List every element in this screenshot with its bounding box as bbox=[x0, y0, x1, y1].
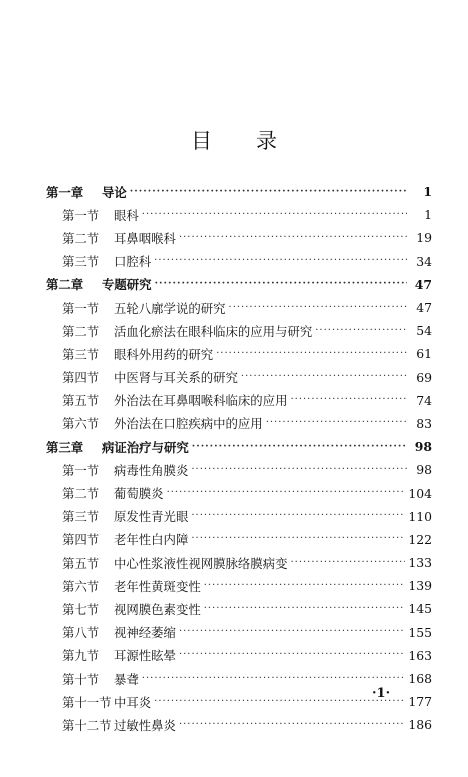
dot-leader bbox=[191, 465, 407, 475]
dot-leader bbox=[229, 303, 407, 313]
entry-page-number: 145 bbox=[408, 601, 432, 617]
entry-title: 中心性浆液性视网膜脉络膜病变 bbox=[114, 555, 288, 571]
title-char-1: 目 bbox=[191, 129, 212, 153]
entry-page-number: 163 bbox=[408, 647, 432, 663]
entry-page-number: 74 bbox=[416, 392, 432, 408]
toc-section-entry bbox=[46, 481, 432, 504]
entry-page-number: 19 bbox=[416, 230, 432, 246]
toc-section-entry bbox=[46, 342, 432, 365]
entry-page-number: 69 bbox=[416, 369, 432, 385]
page-title bbox=[0, 125, 468, 155]
dot-leader bbox=[241, 372, 407, 382]
entry-title: 过敏性鼻炎 bbox=[114, 717, 176, 733]
entry-title: 病证治疗与研究 bbox=[102, 439, 189, 455]
toc-section-entry bbox=[46, 226, 432, 249]
entry-number: 第一节 bbox=[62, 462, 100, 478]
toc-section-entry bbox=[46, 458, 432, 481]
page-number: ·1· bbox=[372, 686, 391, 701]
dot-leader bbox=[179, 720, 405, 730]
entry-title: 五轮八廓学说的研究 bbox=[114, 300, 226, 316]
entry-number: 第五节 bbox=[62, 555, 100, 571]
toc-section-entry bbox=[46, 389, 432, 412]
dot-leader bbox=[191, 534, 405, 544]
dot-leader bbox=[179, 233, 407, 243]
entry-number: 第四节 bbox=[62, 532, 100, 548]
entry-page-number: 47 bbox=[414, 276, 432, 292]
toc-section-entry bbox=[46, 250, 432, 273]
entry-number: 第九节 bbox=[62, 648, 100, 664]
entry-page-number: 155 bbox=[408, 624, 432, 640]
toc-section-entry bbox=[46, 621, 432, 644]
entry-title: 耳鼻咽喉科 bbox=[114, 230, 176, 246]
dot-leader bbox=[204, 604, 406, 614]
entry-title: 导论 bbox=[102, 184, 127, 200]
entry-title: 外治法在耳鼻咽喉科临床的应用 bbox=[114, 393, 288, 409]
entry-page-number: 61 bbox=[416, 346, 432, 362]
entry-number: 第十节 bbox=[62, 671, 100, 687]
entry-number: 第三节 bbox=[62, 346, 100, 362]
entry-number: 第六节 bbox=[62, 578, 100, 594]
entry-page-number: 83 bbox=[416, 415, 432, 431]
entry-title: 眼科 bbox=[114, 207, 139, 223]
entry-number: 第一章 bbox=[46, 184, 84, 200]
dot-leader bbox=[130, 187, 407, 197]
entry-title: 活血化瘀法在眼科临床的应用与研究 bbox=[114, 323, 313, 339]
dot-leader bbox=[290, 395, 407, 405]
entry-title: 视网膜色素变性 bbox=[114, 601, 201, 617]
toc-section-entry bbox=[46, 296, 432, 319]
dot-leader bbox=[192, 442, 407, 452]
toc-section-entry bbox=[46, 528, 432, 551]
dot-leader bbox=[216, 349, 407, 359]
dot-leader bbox=[266, 418, 407, 428]
toc-section-entry bbox=[46, 505, 432, 528]
dot-leader bbox=[142, 674, 406, 684]
entry-page-number: 98 bbox=[416, 462, 432, 478]
entry-page-number: 133 bbox=[408, 555, 432, 571]
entry-page-number: 54 bbox=[416, 323, 432, 339]
entry-title: 眼科外用药的研究 bbox=[114, 346, 214, 362]
entry-number: 第十二节 bbox=[62, 717, 112, 733]
entry-number: 第三节 bbox=[62, 509, 100, 525]
entry-title: 中医肾与耳关系的研究 bbox=[114, 370, 238, 386]
entry-page-number: 110 bbox=[408, 508, 432, 524]
toc-chapter-entry bbox=[46, 273, 432, 296]
entry-number: 第二节 bbox=[62, 323, 100, 339]
entry-number: 第四节 bbox=[62, 370, 100, 386]
dot-leader bbox=[167, 488, 406, 498]
entry-title: 中耳炎 bbox=[114, 694, 152, 710]
dot-leader bbox=[154, 256, 407, 266]
entry-page-number: 1 bbox=[424, 207, 432, 223]
entry-page-number: 98 bbox=[414, 439, 432, 455]
dot-leader bbox=[155, 279, 407, 289]
entry-title: 老年性黄斑变性 bbox=[114, 578, 201, 594]
entry-title: 原发性青光眼 bbox=[114, 509, 189, 525]
entry-number: 第二节 bbox=[62, 486, 100, 502]
entry-number: 第一节 bbox=[62, 300, 100, 316]
toc-section-entry bbox=[46, 319, 432, 342]
entry-title: 专题研究 bbox=[102, 277, 152, 293]
entry-title: 口腔科 bbox=[114, 254, 152, 270]
table-of-contents bbox=[46, 180, 432, 737]
entry-page-number: 1 bbox=[423, 184, 432, 200]
entry-number: 第二章 bbox=[46, 277, 84, 293]
entry-number: 第十一节 bbox=[62, 694, 112, 710]
toc-section-entry bbox=[46, 412, 432, 435]
entry-page-number: 34 bbox=[416, 253, 432, 269]
toc-chapter-entry bbox=[46, 435, 432, 458]
dot-leader bbox=[290, 558, 405, 568]
dot-leader bbox=[191, 511, 405, 521]
entry-page-number: 122 bbox=[408, 531, 432, 547]
entry-number: 第三章 bbox=[46, 439, 84, 455]
title-char-2: 录 bbox=[256, 129, 277, 153]
entry-number: 第三节 bbox=[62, 254, 100, 270]
entry-title: 视神经萎缩 bbox=[114, 625, 176, 641]
toc-section-entry bbox=[46, 203, 432, 226]
toc-section-entry bbox=[46, 713, 432, 736]
toc-section-entry bbox=[46, 551, 432, 574]
toc-chapter-entry bbox=[46, 180, 432, 203]
entry-number: 第八节 bbox=[62, 625, 100, 641]
entry-number: 第二节 bbox=[62, 230, 100, 246]
dot-leader bbox=[154, 697, 405, 707]
entry-page-number: 186 bbox=[408, 717, 432, 733]
entry-title: 暴聋 bbox=[114, 671, 139, 687]
entry-title: 外治法在口腔疾病中的应用 bbox=[114, 416, 263, 432]
entry-title: 病毒性角膜炎 bbox=[114, 462, 189, 478]
dot-leader bbox=[142, 210, 407, 220]
entry-page-number: 177 bbox=[408, 694, 432, 710]
entry-title: 老年性白内障 bbox=[114, 532, 189, 548]
dot-leader bbox=[179, 627, 405, 637]
toc-section-entry bbox=[46, 644, 432, 667]
toc-section-entry bbox=[46, 574, 432, 597]
entry-page-number: 168 bbox=[408, 671, 432, 687]
toc-section-entry bbox=[46, 366, 432, 389]
toc-section-entry bbox=[46, 597, 432, 620]
entry-title: 葡萄膜炎 bbox=[114, 486, 164, 502]
entry-page-number: 104 bbox=[408, 485, 432, 501]
entry-number: 第七节 bbox=[62, 601, 100, 617]
entry-page-number: 139 bbox=[408, 578, 432, 594]
dot-leader bbox=[179, 650, 405, 660]
entry-page-number: 47 bbox=[416, 300, 432, 316]
entry-number: 第六节 bbox=[62, 416, 100, 432]
dot-leader bbox=[315, 326, 407, 336]
dot-leader bbox=[204, 581, 406, 591]
entry-number: 第五节 bbox=[62, 393, 100, 409]
entry-number: 第一节 bbox=[62, 207, 100, 223]
entry-title: 耳源性眩晕 bbox=[114, 648, 176, 664]
